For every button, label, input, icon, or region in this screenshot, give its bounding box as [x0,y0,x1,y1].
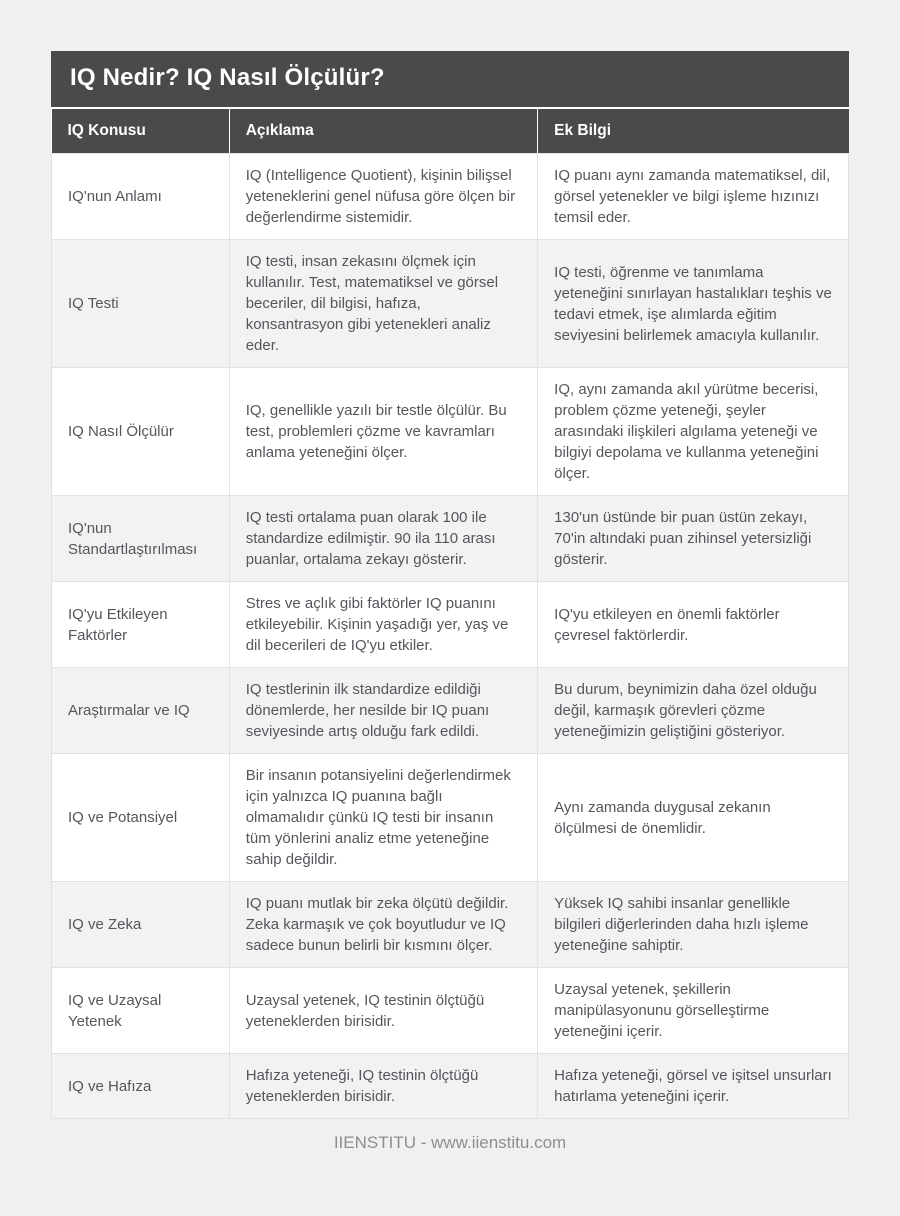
cell-aciklama: IQ testi, insan zekasını ölçmek için kullanılır. Test, matematiksel ve görsel beceriler, dil bilgisi, hafıza, konsantrasyon gibi yetenekleri analiz eder. [229,240,537,368]
cell-aciklama: Uzaysal yetenek, IQ testinin ölçtüğü yeteneklerden birisidir. [229,968,537,1054]
cell-aciklama: Bir insanın potansiyelini değerlendirmek için yalnızca IQ puanına bağlı olmamalıdır çünkü IQ testi bir insanın tüm yönlerini analiz etme yeteneğine sahip değildir. [229,754,537,882]
cell-topic: IQ'nun Anlamı [52,154,230,240]
cell-ek-bilgi: IQ puanı aynı zamanda matematiksel, dil, görsel yetenekler ve bilgi işleme hızınızı temsil eder. [538,154,849,240]
column-header-iq-konusu: IQ Konusu [52,109,230,154]
cell-topic: IQ'yu Etkileyen Faktörler [52,582,230,668]
column-header-aciklama: Açıklama [229,109,537,154]
table-row [52,154,849,240]
table-row [52,968,849,1054]
cell-ek-bilgi: 130'un üstünde bir puan üstün zekayı, 70'in altındaki puan zihinsel yetersizliği gösterir. [538,496,849,582]
header-row [52,109,849,154]
cell-ek-bilgi: Uzaysal yetenek, şekillerin manipülasyonunu görselleştirme yeteneğini içerir. [538,968,849,1054]
cell-ek-bilgi: Aynı zamanda duygusal zekanın ölçülmesi de önemlidir. [538,754,849,882]
cell-topic: IQ'nun Standartlaştırılması [52,496,230,582]
page-title: IQ Nedir? IQ Nasıl Ölçülür? [51,51,849,109]
cell-ek-bilgi: Bu durum, beynimizin daha özel olduğu değil, karmaşık görevleri çözme yeteneğimizin geliştiğini gösteriyor. [538,668,849,754]
table-row [52,1054,849,1119]
cell-ek-bilgi: IQ, aynı zamanda akıl yürütme becerisi, problem çözme yeteneği, şeyler arasındaki ilişkileri algılama yeteneği ve bilgiyi depolama ve kullanma yeteneğini ölçer. [538,368,849,496]
cell-aciklama: IQ testlerinin ilk standardize edildiği dönemlerde, her nesilde bir IQ puanı seviyesinde artış olduğu fark edildi. [229,668,537,754]
table-row [52,368,849,496]
cell-aciklama: IQ (Intelligence Quotient), kişinin bilişsel yeteneklerini genel nüfusa göre ölçen bir değerlendirme sistemidir. [229,154,537,240]
cell-aciklama: IQ puanı mutlak bir zeka ölçütü değildir. Zeka karmaşık ve çok boyutludur ve IQ sadece bunun belirli bir kısmını ölçer. [229,882,537,968]
cell-ek-bilgi: IQ testi, öğrenme ve tanımlama yeteneğini sınırlayan hastalıkları teşhis ve tedavi etmek, işe alımlarda eğitim seviyesini belirlemek amacıyla kullanılır. [538,240,849,368]
cell-aciklama: IQ, genellikle yazılı bir testle ölçülür. Bu test, problemleri çözme ve kavramları anlama yeteneğini ölçer. [229,368,537,496]
table-row [52,240,849,368]
cell-aciklama: IQ testi ortalama puan olarak 100 ile standardize edilmiştir. 90 ila 110 arası puanlar, ortalama zekayı gösterir. [229,496,537,582]
cell-topic: IQ Nasıl Ölçülür [52,368,230,496]
table-body [52,154,849,1119]
cell-aciklama: Hafıza yeteneği, IQ testinin ölçtüğü yeteneklerden birisidir. [229,1054,537,1119]
cell-topic: Araştırmalar ve IQ [52,668,230,754]
cell-ek-bilgi: IQ'yu etkileyen en önemli faktörler çevresel faktörlerdir. [538,582,849,668]
cell-topic: IQ ve Potansiyel [52,754,230,882]
cell-ek-bilgi: Hafıza yeteneği, görsel ve işitsel unsurları hatırlama yeteneğini içerir. [538,1054,849,1119]
cell-topic: IQ Testi [52,240,230,368]
cell-ek-bilgi: Yüksek IQ sahibi insanlar genellikle bilgileri diğerlerinden daha hızlı işleme yeteneğine sahiptir. [538,882,849,968]
cell-aciklama: Stres ve açlık gibi faktörler IQ puanını etkileyebilir. Kişinin yaşadığı yer, yaş ve dil becerileri de IQ'yu etkiler. [229,582,537,668]
table-row [52,882,849,968]
iq-table [51,109,849,1119]
table-row [52,582,849,668]
cell-topic: IQ ve Zeka [52,882,230,968]
table-row [52,496,849,582]
cell-topic: IQ ve Uzaysal Yetenek [52,968,230,1054]
table-header [52,109,849,154]
table-row [52,754,849,882]
iq-info-card [51,51,849,1119]
column-header-ek-bilgi: Ek Bilgi [538,109,849,154]
cell-topic: IQ ve Hafıza [52,1054,230,1119]
footer-branding: IIENSTITU - www.iienstitu.com [333,1133,567,1152]
table-row [52,668,849,754]
